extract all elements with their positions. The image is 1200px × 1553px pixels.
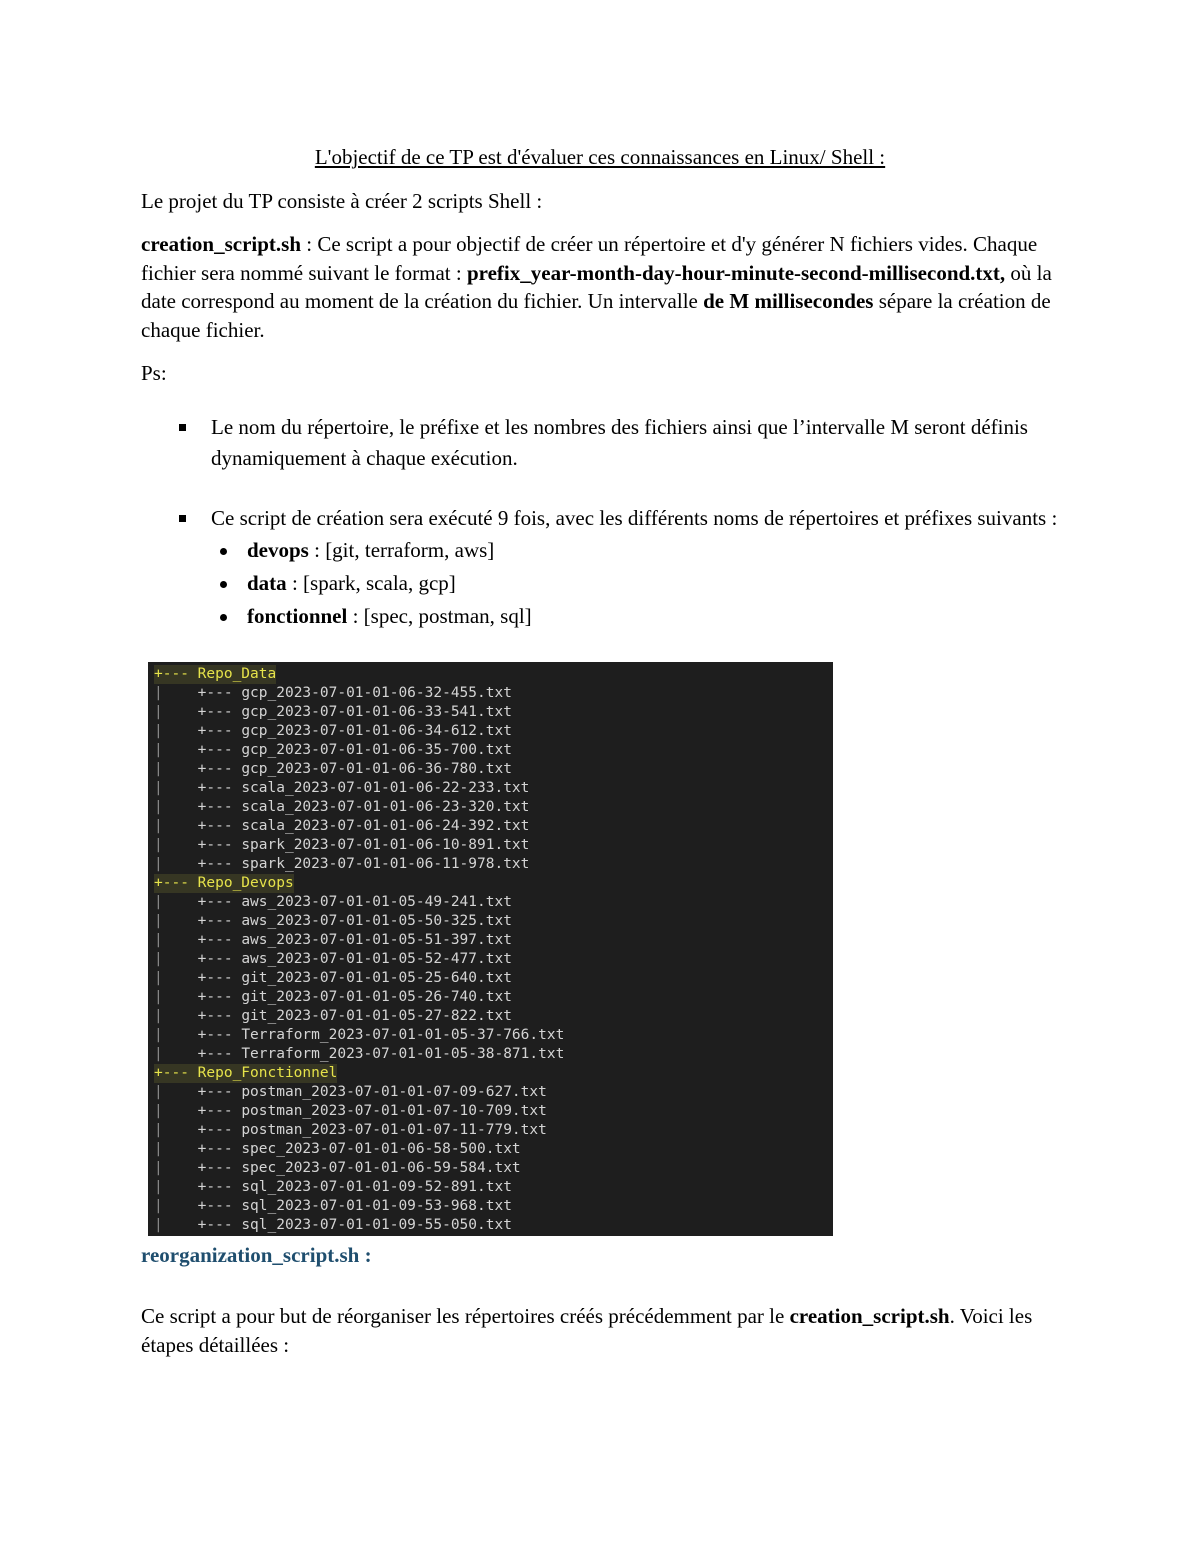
file-name: gcp_2023-07-01-01-06-35-700.txt xyxy=(241,742,512,758)
bullet-item-1 xyxy=(141,412,1081,474)
file-name: spark_2023-07-01-01-06-10-891.txt xyxy=(241,837,530,853)
file-name: sql_2023-07-01-01-09-53-968.txt xyxy=(241,1198,512,1214)
prefix-item-fonctionnel xyxy=(141,600,1081,633)
file-name: aws_2023-07-01-01-05-50-325.txt xyxy=(241,913,512,929)
terminal-file-line xyxy=(154,1026,564,1045)
tree-pipe: | xyxy=(154,704,198,720)
file-name: gcp_2023-07-01-01-06-34-612.txt xyxy=(241,723,512,739)
tree-branch: +--- xyxy=(197,1027,242,1043)
terminal-file-line xyxy=(154,1102,547,1121)
terminal-file-line xyxy=(154,798,529,817)
creation-script-paragraph xyxy=(141,230,1071,344)
file-name: git_2023-07-01-01-05-25-640.txt xyxy=(241,970,512,986)
bullet-text-1: Le nom du répertoire, le préfixe et les nombres des fichiers ainsi que l’intervalle M seront définis dynamiquement à chaque exécution. xyxy=(211,415,1028,470)
tree-branch: +--- xyxy=(197,989,242,1005)
prefix-list xyxy=(141,534,1081,633)
terminal-file-line xyxy=(154,1216,512,1235)
terminal-file-line xyxy=(154,760,512,779)
reorganization-heading xyxy=(141,1241,1071,1270)
tree-branch: +--- xyxy=(197,970,242,986)
terminal-file-line xyxy=(154,969,512,988)
file-name: scala_2023-07-01-01-06-23-320.txt xyxy=(241,799,530,815)
file-name: Terraform_2023-07-01-01-05-38-871.txt xyxy=(241,1046,565,1062)
file-name: postman_2023-07-01-01-07-11-779.txt xyxy=(241,1122,547,1138)
tree-branch: +--- xyxy=(197,894,242,910)
reorganization-script-name: reorganization_script.sh xyxy=(141,1243,360,1267)
terminal-file-line xyxy=(154,1007,512,1026)
terminal-file-line xyxy=(154,836,529,855)
bullet-item-2 xyxy=(141,503,1081,534)
terminal-file-line xyxy=(154,703,512,722)
prefix-values: : [spec, postman, sql] xyxy=(347,604,532,628)
tree-branch: +--- xyxy=(197,1084,242,1100)
file-name: gcp_2023-07-01-01-06-33-541.txt xyxy=(241,704,512,720)
tree-pipe: | xyxy=(154,837,198,853)
tree-branch: +--- xyxy=(197,704,242,720)
tree-pipe: | xyxy=(154,1084,198,1100)
prefix-item-devops xyxy=(141,534,1081,567)
tree-pipe: | xyxy=(154,989,198,1005)
tree-pipe: | xyxy=(154,1122,198,1138)
terminal-file-line xyxy=(154,741,512,760)
bullet-list-2 xyxy=(141,503,1081,633)
terminal-folder-line: +--- Repo_Data xyxy=(154,666,277,682)
terminal-file-line xyxy=(154,779,529,798)
tree-branch: +--- xyxy=(197,1198,242,1214)
round-bullet-icon xyxy=(220,581,227,588)
terminal-file-line xyxy=(154,1045,564,1064)
file-name-format: prefix_year-month-day-hour-minute-second-millisecond.txt, xyxy=(466,260,1006,285)
terminal-file-line xyxy=(154,722,512,741)
tree-pipe: | xyxy=(154,742,198,758)
prefix-values: : [spark, scala, gcp] xyxy=(286,571,456,595)
tree-branch: +--- xyxy=(197,1046,242,1062)
creation-script-name: creation_script.sh xyxy=(141,232,302,256)
tree-pipe: | xyxy=(154,970,198,986)
file-name: postman_2023-07-01-01-07-10-709.txt xyxy=(241,1103,547,1119)
bullet-list xyxy=(141,412,1081,474)
terminal-screenshot xyxy=(148,662,833,1236)
tree-pipe: | xyxy=(154,1217,198,1233)
tree-pipe: | xyxy=(154,1179,198,1195)
tree-pipe: | xyxy=(154,894,198,910)
page-title: L'objectif de ce TP est d'évaluer ces connaissances en Linux/ Shell : xyxy=(314,145,886,169)
file-name: gcp_2023-07-01-01-06-32-455.txt xyxy=(241,685,512,701)
square-bullet-icon xyxy=(179,424,186,431)
interval-text: de M millisecondes xyxy=(703,289,874,313)
round-bullet-icon xyxy=(220,548,227,555)
tree-pipe: | xyxy=(154,818,198,834)
reorganization-colon: : xyxy=(359,1243,372,1267)
file-name: postman_2023-07-01-01-07-09-627.txt xyxy=(241,1084,547,1100)
tree-pipe: | xyxy=(154,723,198,739)
tree-pipe: | xyxy=(154,951,198,967)
tree-pipe: | xyxy=(154,1103,198,1119)
terminal-file-line xyxy=(154,931,512,950)
tree-pipe: | xyxy=(154,799,198,815)
terminal-file-line xyxy=(154,1159,521,1178)
round-bullet-icon xyxy=(220,614,227,621)
tree-pipe: | xyxy=(154,1046,198,1062)
terminal-file-line xyxy=(154,817,529,836)
creation-text-b: où la date correspond au moment de la création du fichier. Un intervalle xyxy=(141,260,1052,313)
file-name: spec_2023-07-01-01-06-59-584.txt xyxy=(241,1160,521,1176)
file-name: sql_2023-07-01-01-09-55-050.txt xyxy=(241,1217,512,1233)
tree-branch: +--- xyxy=(197,685,242,701)
terminal-file-line xyxy=(154,1121,547,1140)
terminal-file-line xyxy=(154,988,512,1007)
tree-pipe: | xyxy=(154,913,198,929)
tree-pipe: | xyxy=(154,1141,198,1157)
terminal-file-line xyxy=(154,1140,521,1159)
tree-branch: +--- xyxy=(197,1141,242,1157)
tree-branch: +--- xyxy=(197,761,242,777)
tree-branch: +--- xyxy=(197,799,242,815)
ps-label: Ps: xyxy=(141,361,167,385)
terminal-file-line xyxy=(154,1197,512,1216)
creation-text-c: sépare la création de chaque fichier. xyxy=(141,289,1051,342)
tree-branch: +--- xyxy=(197,1179,242,1195)
terminal-folder-line: +--- Repo_Fonctionnel xyxy=(154,1065,338,1081)
file-name: git_2023-07-01-01-05-27-822.txt xyxy=(241,1008,512,1024)
tree-pipe: | xyxy=(154,761,198,777)
tree-branch: +--- xyxy=(197,1160,242,1176)
terminal-file-line xyxy=(154,1178,512,1197)
tree-branch: +--- xyxy=(197,818,242,834)
file-name: gcp_2023-07-01-01-06-36-780.txt xyxy=(241,761,512,777)
file-name: Terraform_2023-07-01-01-05-37-766.txt xyxy=(241,1027,565,1043)
tree-pipe: | xyxy=(154,856,198,872)
tree-pipe: | xyxy=(154,1160,198,1176)
tree-branch: +--- xyxy=(197,856,242,872)
file-name: scala_2023-07-01-01-06-24-392.txt xyxy=(241,818,530,834)
bullet-text-2: Ce script de création sera exécuté 9 fois, avec les différents noms de répertoires et préfixes suivants : xyxy=(211,506,1058,530)
tree-branch: +--- xyxy=(197,837,242,853)
terminal-file-line xyxy=(154,912,512,931)
tree-branch: +--- xyxy=(197,742,242,758)
terminal-file-line xyxy=(154,684,512,703)
tree-branch: +--- xyxy=(197,1103,242,1119)
file-name: git_2023-07-01-01-05-26-740.txt xyxy=(241,989,512,1005)
tree-branch: +--- xyxy=(197,1217,242,1233)
tree-branch: +--- xyxy=(197,932,242,948)
file-name: spec_2023-07-01-01-06-58-500.txt xyxy=(241,1141,521,1157)
file-name: scala_2023-07-01-01-06-22-233.txt xyxy=(241,780,530,796)
prefix-key: data xyxy=(247,571,287,595)
reorg-text-b: . Voici les étapes détaillées : xyxy=(141,1304,1033,1357)
file-name: spark_2023-07-01-01-06-11-978.txt xyxy=(241,856,530,872)
terminal-file-line xyxy=(154,893,512,912)
file-name: aws_2023-07-01-01-05-51-397.txt xyxy=(241,932,512,948)
terminal-folder-line: +--- Repo_Devops xyxy=(154,875,294,891)
terminal-file-line xyxy=(154,950,512,969)
prefix-key: devops xyxy=(247,538,309,562)
creation-text-a: : Ce script a pour objectif de créer un répertoire et d'y générer N fichiers vides. Chaque fichier sera nommé suivant le format : xyxy=(141,232,1038,285)
terminal-file-line xyxy=(154,855,529,874)
tree-branch: +--- xyxy=(197,723,242,739)
prefix-item-data xyxy=(141,567,1081,600)
tree-pipe: | xyxy=(154,780,198,796)
file-name: aws_2023-07-01-01-05-52-477.txt xyxy=(241,951,512,967)
square-bullet-icon xyxy=(179,515,186,522)
file-name: sql_2023-07-01-01-09-52-891.txt xyxy=(241,1179,512,1195)
tree-branch: +--- xyxy=(197,951,242,967)
tree-branch: +--- xyxy=(197,780,242,796)
file-name: aws_2023-07-01-01-05-49-241.txt xyxy=(241,894,512,910)
tree-pipe: | xyxy=(154,1008,198,1024)
tree-pipe: | xyxy=(154,932,198,948)
prefix-key: fonctionnel xyxy=(247,604,348,628)
tree-branch: +--- xyxy=(197,913,242,929)
tree-pipe: | xyxy=(154,1027,198,1043)
tree-pipe: | xyxy=(154,685,198,701)
reorg-text-a: Ce script a pour but de réorganiser les répertoires créés précédemment par le xyxy=(141,1304,790,1328)
creation-script-ref: creation_script.sh xyxy=(789,1304,950,1328)
tree-branch: +--- xyxy=(197,1008,242,1024)
terminal-file-line xyxy=(154,1083,547,1102)
tree-branch: +--- xyxy=(197,1122,242,1138)
intro-paragraph: Le projet du TP consiste à créer 2 scripts Shell : xyxy=(141,189,543,213)
reorganization-paragraph xyxy=(141,1302,1071,1359)
prefix-values: : [git, terraform, aws] xyxy=(308,538,495,562)
tree-pipe: | xyxy=(154,1198,198,1214)
